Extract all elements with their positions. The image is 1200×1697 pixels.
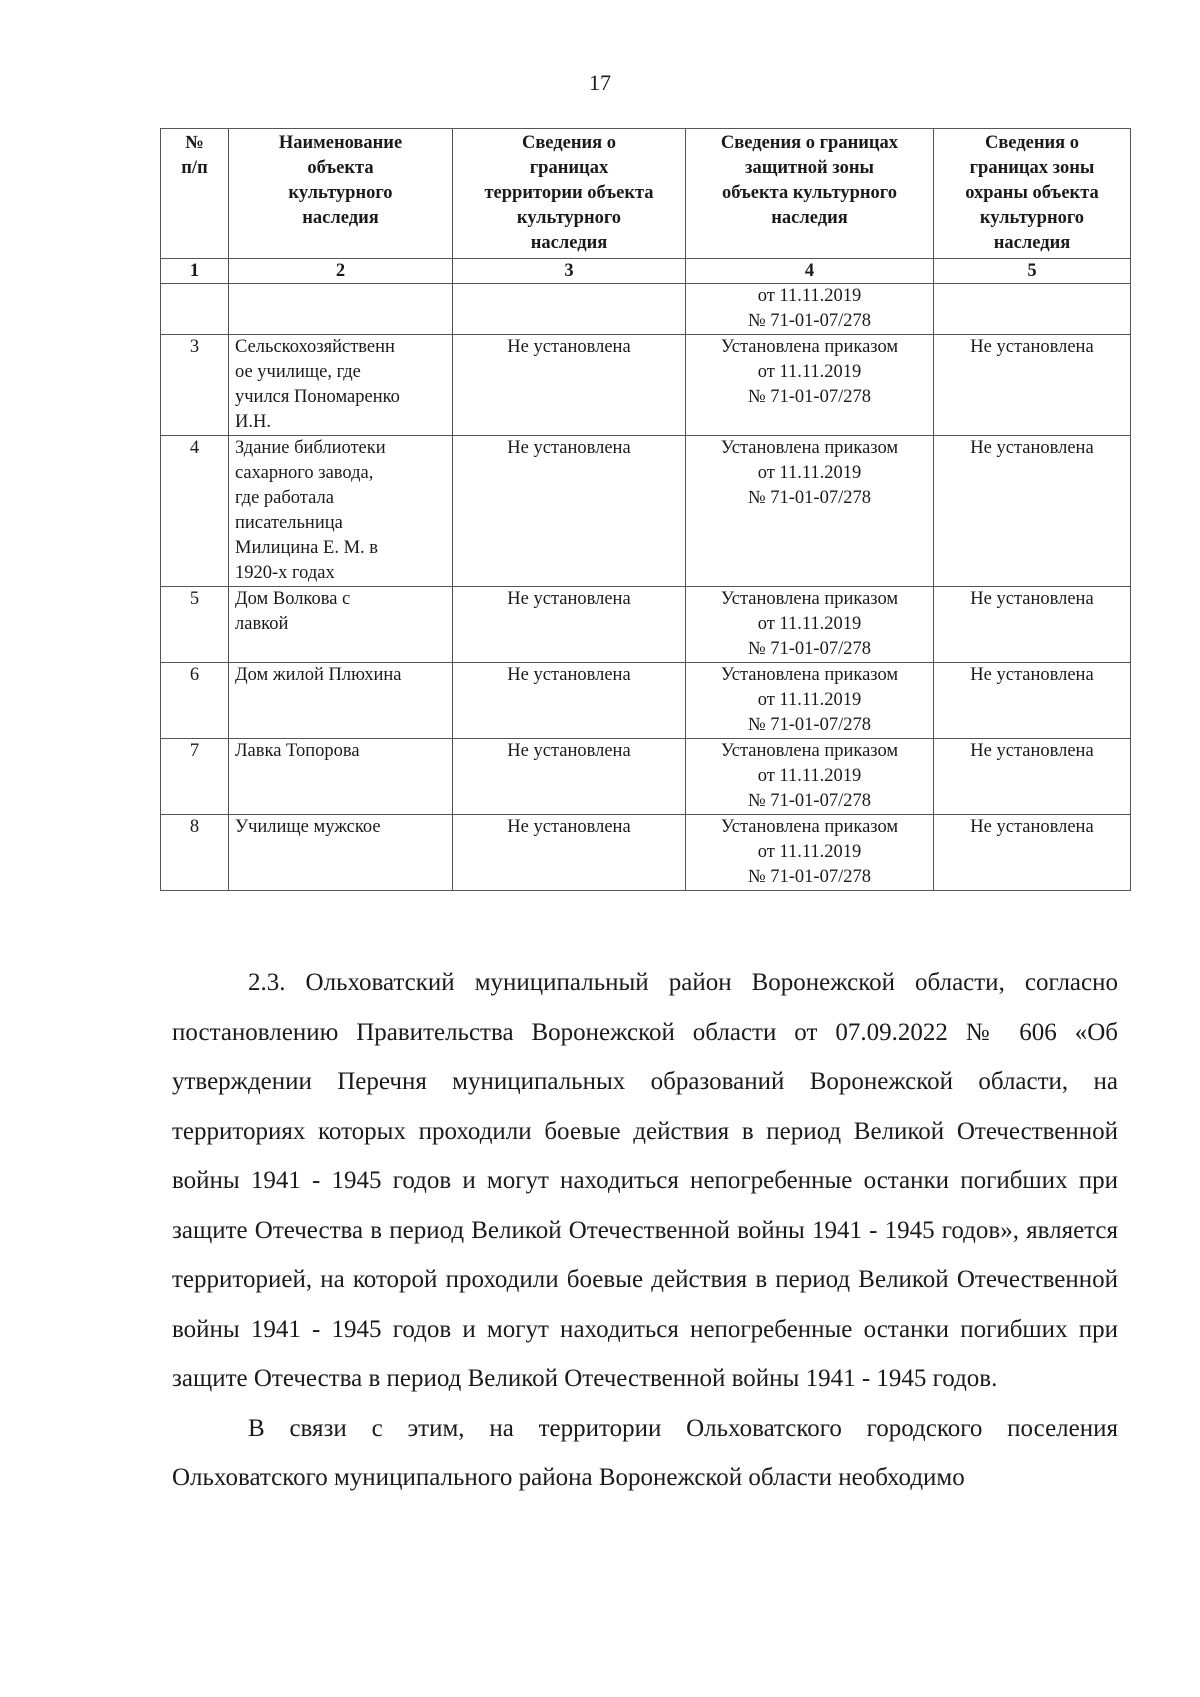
cell-line: Установлена приказом — [720, 438, 899, 458]
cell-line: писательница — [235, 513, 343, 533]
header-cell — [934, 129, 1131, 259]
cell-line: объекта культурного — [721, 183, 897, 203]
territory-boundaries-cell — [453, 284, 686, 335]
table-row — [161, 436, 1131, 587]
cell-line: от 11.11.2019 — [757, 766, 862, 786]
territory-boundaries-cell: Не установлена — [453, 436, 686, 587]
cell-line: Сведения о — [984, 133, 1080, 153]
row-number-cell: 5 — [161, 587, 229, 663]
cell-line: территории объекта — [484, 183, 654, 203]
cell-line: Училище мужское — [235, 817, 381, 837]
cell-line: охраны объекта — [965, 183, 1099, 203]
cell-line: Сведения о границах — [720, 133, 899, 153]
column-number: 2 — [229, 259, 453, 284]
column-number: 1 — [161, 259, 229, 284]
cell-line: от 11.11.2019 — [757, 690, 862, 710]
heritage-objects-table — [160, 128, 1131, 891]
territory-boundaries-cell: Не установлена — [453, 663, 686, 739]
cell-line: 1920-х годах — [235, 563, 335, 583]
guard-zone-cell: Не установлена — [934, 436, 1131, 587]
cell-line: № 71-01-07/278 — [748, 715, 871, 735]
row-number-cell: 7 — [161, 739, 229, 815]
cell-line: наследия — [530, 233, 608, 253]
territory-boundaries-cell: Не установлена — [453, 739, 686, 815]
protective-zone-cell — [686, 436, 934, 587]
object-name-cell — [229, 663, 453, 739]
cell-line: № 71-01-07/278 — [748, 387, 871, 407]
protective-zone-cell — [686, 739, 934, 815]
paragraph: 2.3. Ольховатский муниципальный район Воронежской области, согласно постановлению Правительства Воронежской области от 07.09.2022 № 606 «Об утверждении Перечня муниципальных образований Воронежской области, на территориях которых проходили боевые действия в период Великой Отечественной войны 1941 - 1945 годов и могут находиться непогребенные останки погибших при защите Отечества в период Великой Отечественной войны 1941 - 1945 годов», является территорией, на которой проходили боевые действия в период Великой Отечественной войны 1941 - 1945 годов и могут находиться непогребенные останки погибших при защите Отечества в период Великой Отечественной войны 1941 - 1945 годов. — [172, 969, 1118, 1392]
cell-line: границах — [529, 158, 609, 178]
cell-line: Сведения о — [521, 133, 617, 153]
protective-zone-cell — [686, 587, 934, 663]
header-cell — [686, 129, 934, 259]
object-name-cell — [229, 436, 453, 587]
protective-zone-cell — [686, 335, 934, 436]
table-row — [161, 284, 1131, 335]
cell-line: Наименование — [278, 133, 403, 153]
protective-zone-cell — [686, 815, 934, 891]
cell-line: № 71-01-07/278 — [748, 488, 871, 508]
column-number: 4 — [686, 259, 934, 284]
row-number-cell: 4 — [161, 436, 229, 587]
table-row — [161, 739, 1131, 815]
cell-line: Установлена приказом — [720, 741, 899, 761]
cell-line: объекта — [307, 158, 374, 178]
row-number-cell: 8 — [161, 815, 229, 891]
cell-line: № 71-01-07/278 — [748, 791, 871, 811]
cell-line: наследия — [993, 233, 1071, 253]
body-text — [172, 958, 1118, 1503]
table-row — [161, 587, 1131, 663]
cell-line: культурного — [288, 183, 393, 203]
territory-boundaries-cell: Не установлена — [453, 335, 686, 436]
cell-line: Дом Волкова с — [235, 589, 351, 609]
territory-boundaries-cell: Не установлена — [453, 815, 686, 891]
cell-line: от 11.11.2019 — [757, 362, 862, 382]
cell-line: № — [185, 133, 204, 153]
cell-line: от 11.11.2019 — [757, 614, 862, 634]
cell-line: ое училище, где — [235, 362, 361, 382]
cell-line: учился Пономаренко — [235, 387, 400, 407]
cell-line: № 71-01-07/278 — [748, 867, 871, 887]
object-name-cell — [229, 739, 453, 815]
object-name-cell — [229, 284, 453, 335]
object-name-cell — [229, 587, 453, 663]
cell-line: Установлена приказом — [720, 589, 899, 609]
cell-line: Установлена приказом — [720, 337, 899, 357]
header-cell — [161, 129, 229, 259]
cell-line: защитной зоны — [745, 158, 874, 178]
cell-line: № 71-01-07/278 — [748, 311, 871, 331]
cell-line: И.Н. — [235, 412, 271, 432]
guard-zone-cell — [934, 284, 1131, 335]
cell-line: где работала — [235, 488, 334, 508]
cell-line: Установлена приказом — [720, 817, 899, 837]
page-number: 17 — [589, 70, 611, 95]
object-name-cell — [229, 335, 453, 436]
cell-line: культурного — [979, 208, 1085, 228]
cell-line: границах зоны — [969, 158, 1095, 178]
table-row — [161, 815, 1131, 891]
cell-line: от 11.11.2019 — [757, 463, 862, 483]
header-cell — [229, 129, 453, 259]
cell-line: от 11.11.2019 — [757, 842, 862, 862]
cell-line: лавкой — [235, 614, 289, 634]
cell-line: Здание библиотеки — [235, 438, 386, 458]
cell-line: п/п — [181, 158, 208, 178]
cell-line: Милицина Е. М. в — [235, 538, 379, 558]
table-header-row — [161, 129, 1131, 259]
protective-zone-cell — [686, 284, 934, 335]
territory-boundaries-cell: Не установлена — [453, 587, 686, 663]
table-row — [161, 663, 1131, 739]
column-numbers-row — [161, 259, 1131, 284]
header-cell — [453, 129, 686, 259]
object-name-cell — [229, 815, 453, 891]
column-number: 5 — [934, 259, 1131, 284]
column-number: 3 — [453, 259, 686, 284]
guard-zone-cell: Не установлена — [934, 815, 1131, 891]
cell-line: Установлена приказом — [720, 665, 899, 685]
row-number-cell: 6 — [161, 663, 229, 739]
cell-line: от 11.11.2019 — [757, 286, 862, 306]
cell-line: сахарного завода, — [235, 463, 374, 483]
cell-line: Лавка Топорова — [235, 741, 360, 761]
guard-zone-cell: Не установлена — [934, 587, 1131, 663]
paragraph: В связи с этим, на территории Ольховатского городского поселения Ольховатского муниципального района Воронежской области необходимо — [172, 1414, 1118, 1491]
guard-zone-cell: Не установлена — [934, 739, 1131, 815]
cell-line: Дом жилой Плюхина — [235, 665, 402, 685]
cell-line: культурного — [516, 208, 622, 228]
row-number-cell — [161, 284, 229, 335]
cell-line: наследия — [302, 208, 379, 228]
guard-zone-cell: Не установлена — [934, 663, 1131, 739]
protective-zone-cell — [686, 663, 934, 739]
table-row — [161, 335, 1131, 436]
guard-zone-cell: Не установлена — [934, 335, 1131, 436]
cell-line: Сельскохозяйственн — [235, 337, 395, 357]
cell-line: № 71-01-07/278 — [748, 639, 871, 659]
row-number-cell: 3 — [161, 335, 229, 436]
cell-line: наследия — [771, 208, 848, 228]
